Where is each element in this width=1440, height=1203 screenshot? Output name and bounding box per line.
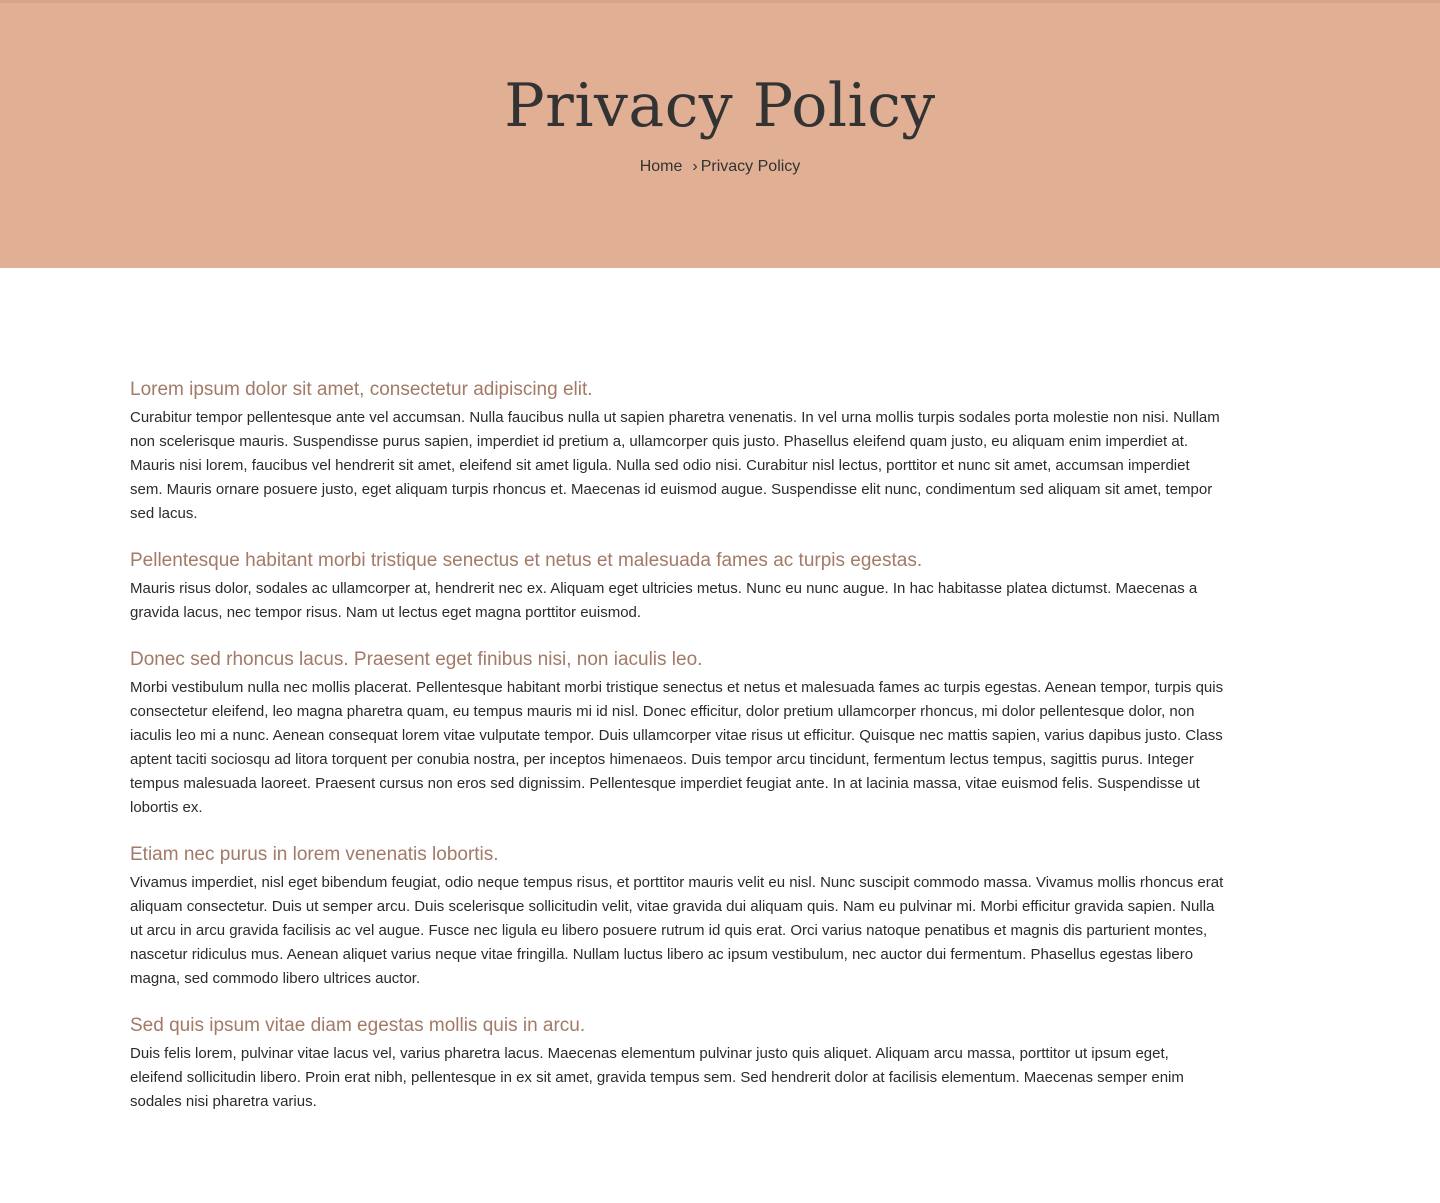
policy-section xyxy=(130,841,1225,991)
section-body: Mauris risus dolor, sodales ac ullamcorper at, hendrerit nec ex. Aliquam eget ultricies metus. Nunc eu nunc augue. In hac habitasse platea dictumst. Maecenas a gravida lacus, nec tempor risus. Nam ut lectus eget magna porttitor euismod. xyxy=(130,580,1198,621)
breadcrumb-current: Privacy Policy xyxy=(700,158,801,175)
page-title: Privacy Policy xyxy=(504,71,936,141)
policy-section xyxy=(130,376,1225,526)
policy-section xyxy=(130,646,1225,820)
section-heading: Donec sed rhoncus lacus. Praesent eget finibus nisi, non iaculis leo. xyxy=(130,649,703,670)
policy-section xyxy=(130,1012,1225,1114)
section-heading: Lorem ipsum dolor sit amet, consectetur adipiscing elit. xyxy=(130,379,593,400)
section-heading: Sed quis ipsum vitae diam egestas mollis quis in arcu. xyxy=(130,1015,586,1036)
section-body: Vivamus imperdiet, nisl eget bibendum feugiat, odio neque tempus risus, et porttitor mauris velit eu nisl. Nunc suscipit commodo massa. Vivamus mollis rhoncus erat aliquam consectetur. Duis ut semper arcu. Duis scelerisque sollicitudin velit, vitae gravida dui aliquam quis. Nam eu pulvinar mi. Morbi efficitur gravida sapien. Nulla ut arcu in arcu gravida facilisis ac vel augue. Fusce nec ligula eu libero posuere rutrum id quis erat. Orci varius natoque penatibus et magnis dis parturient montes, nascetur ridiculus mus. Aenean aliquet varius neque vitae fringilla. Nullam luctus libero ac ipsum vestibulum, nec auctor dui fermentum. Phasellus egestas libero magna, sed commodo libero ultrices auctor. xyxy=(130,874,1224,987)
breadcrumb-home-link[interactable]: Home xyxy=(639,158,683,175)
section-heading: Pellentesque habitant morbi tristique senectus et netus et malesuada fames ac turpis egestas. xyxy=(130,550,923,571)
page-hero xyxy=(0,0,1440,268)
section-heading: Etiam nec purus in lorem venenatis lobortis. xyxy=(130,844,499,865)
breadcrumb-separator-icon: › xyxy=(692,158,698,175)
section-body: Curabitur tempor pellentesque ante vel accumsan. Nulla faucibus nulla ut sapien pharetra venenatis. In vel urna mollis turpis sodales porta molestie non nisi. Nullam non scelerisque mauris. Suspendisse purus sapien, imperdiet id pretium a, ullamcorper quis justo. Phasellus eleifend quam justo, eu aliquam enim imperdiet at. Mauris nisi lorem, faucibus vel hendrerit sit amet, eleifend sit amet ligula. Nulla sed odio nisi. Curabitur nisl lectus, porttitor et nunc sit amet, accumsan imperdiet sem. Mauris ornare posuere justo, eget aliquam turpis rhoncus et. Maecenas id euismod augue. Suspendisse elit nunc, condimentum sed aliquam sit amet, tempor sed lacus. xyxy=(130,409,1220,522)
policy-content xyxy=(130,376,1225,1135)
breadcrumb xyxy=(0,156,1440,178)
policy-section xyxy=(130,547,1225,625)
section-body: Morbi vestibulum nulla nec mollis placerat. Pellentesque habitant morbi tristique senectus et netus et malesuada fames ac turpis egestas. Aenean tempor, turpis quis consectetur eleifend, leo magna pharetra quam, eu tempus mauris mi id nisl. Donec efficitur, dolor pretium ullamcorper rhoncus, mi dolor pellentesque dolor, non iaculis leo mi a nunc. Aenean consequat lorem vitae vulputate tempor. Duis ullamcorper vitae risus ut efficitur. Quisque nec mattis sapien, varius dapibus justo. Class aptent taciti sociosqu ad litora torquent per conubia nostra, per inceptos himenaeos. Duis tempor arcu tincidunt, fermentum lectus tempus, sagittis purus. Integer tempus malesuada laoreet. Praesent cursus non eros sed dignissim. Pellentesque imperdiet feugiat ante. In at lacinia massa, vitae euismod felis. Suspendisse ut lobortis ex. xyxy=(130,679,1224,816)
section-body: Duis felis lorem, pulvinar vitae lacus vel, varius pharetra lacus. Maecenas elementum pulvinar justo quis aliquet. Aliquam arcu massa, porttitor ut ipsum eget, eleifend sollicitudin libero. Proin erat nibh, pellentesque in ex sit amet, gravida tempus sem. Sed hendrerit dolor at facilisis elementum. Maecenas semper enim sodales nisi pharetra varius. xyxy=(130,1045,1184,1110)
